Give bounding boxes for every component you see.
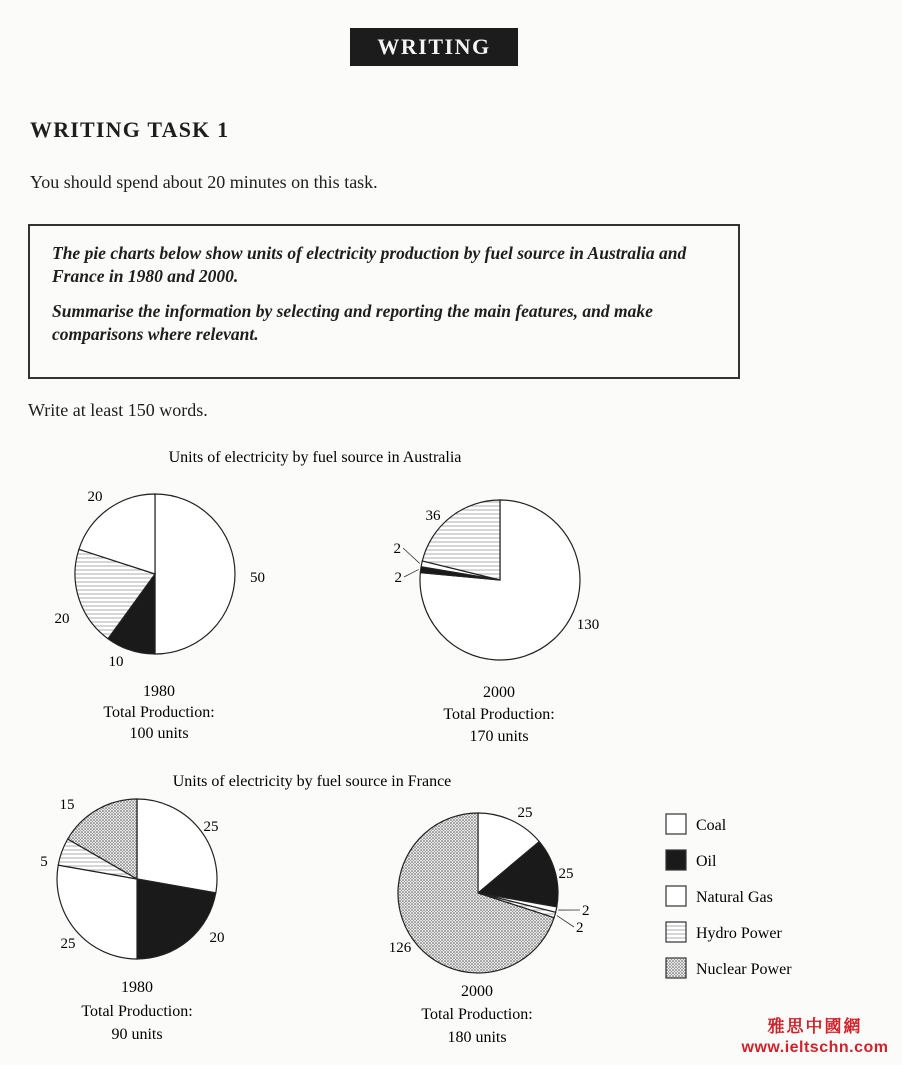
legend-label-nuclear-power: Nuclear Power [696,961,792,978]
prompt-task: Summarise the information by selecting and reporting the main features, and make comparisons where relevant. [52,301,653,344]
pie-australia-2000 [394,500,600,660]
data-label: 2 [582,903,590,919]
france-1980-year: 1980 [121,979,153,996]
france-2000-total-label: Total Production: [421,1006,533,1023]
france-2000-year: 2000 [461,983,493,1000]
data-label: 2 [394,570,402,586]
legend-swatch-hydro-power [666,922,686,942]
france-1980-total-label: Total Production: [81,1003,193,1020]
legend-swatch-coal [666,814,686,834]
pie-france-2000 [389,805,590,973]
leader-line [403,548,420,563]
australia-1980-year: 1980 [143,683,175,700]
instruction-text: You should spend about 20 minutes on this task. [30,172,378,192]
task-title: WRITING TASK 1 [30,117,230,142]
watermark-url: www.ieltschn.com [741,1039,889,1056]
leader-line [557,916,574,927]
australia-chart-title: Units of electricity by fuel source in Australia [168,449,462,466]
france-1980-total: 90 units [111,1026,163,1043]
australia-1980-total-label: Total Production: [103,704,215,721]
france-chart-title: Units of electricity by fuel source in France [172,773,452,790]
legend-label-natural-gas: Natural Gas [696,889,773,906]
watermark [730,1012,900,1057]
data-label: 15 [59,797,75,813]
pie-slice-coal [137,799,217,893]
data-label: 20 [209,930,225,946]
australia-2000-total: 170 units [469,728,529,745]
legend-swatch-nuclear-power [666,958,686,978]
data-label: 25 [60,936,76,952]
fuel-source-legend [666,814,792,978]
leader-line [404,569,419,577]
data-label: 130 [576,617,600,633]
data-label: 10 [108,654,124,670]
pie-slice-coal [155,494,235,654]
legend-label-oil: Oil [696,853,717,870]
pie-france-1980 [40,797,224,959]
legend-label-hydro-power: Hydro Power [696,925,782,942]
data-label: 25 [203,819,219,835]
prompt-description: The pie charts below show units of electricity production by fuel source in Australia and France in 1980 and 2000. [52,243,687,286]
legend-swatch-natural-gas [666,886,686,906]
data-label: 5 [40,854,48,870]
data-label: 25 [517,805,533,821]
data-label: 50 [250,570,265,586]
data-label: 126 [388,940,412,956]
word-count-instruction: Write at least 150 words. [28,400,208,420]
data-label: 2 [576,920,584,936]
australia-2000-total-label: Total Production: [443,706,555,723]
data-label: 2 [393,541,401,557]
australia-2000-year: 2000 [483,684,515,701]
data-label: 20 [54,611,70,627]
section-header: WRITING [350,28,518,66]
france-2000-total: 180 units [447,1029,507,1046]
watermark-text: 雅思中國網 [767,1017,863,1036]
pie-slice-oil [137,879,216,959]
pie-australia-1980 [55,489,266,670]
data-label: 36 [425,508,441,524]
australia-1980-total: 100 units [129,725,189,742]
data-label: 20 [87,489,103,505]
data-label: 25 [558,866,574,882]
legend-swatch-oil [666,850,686,870]
legend-label-coal: Coal [696,817,727,834]
